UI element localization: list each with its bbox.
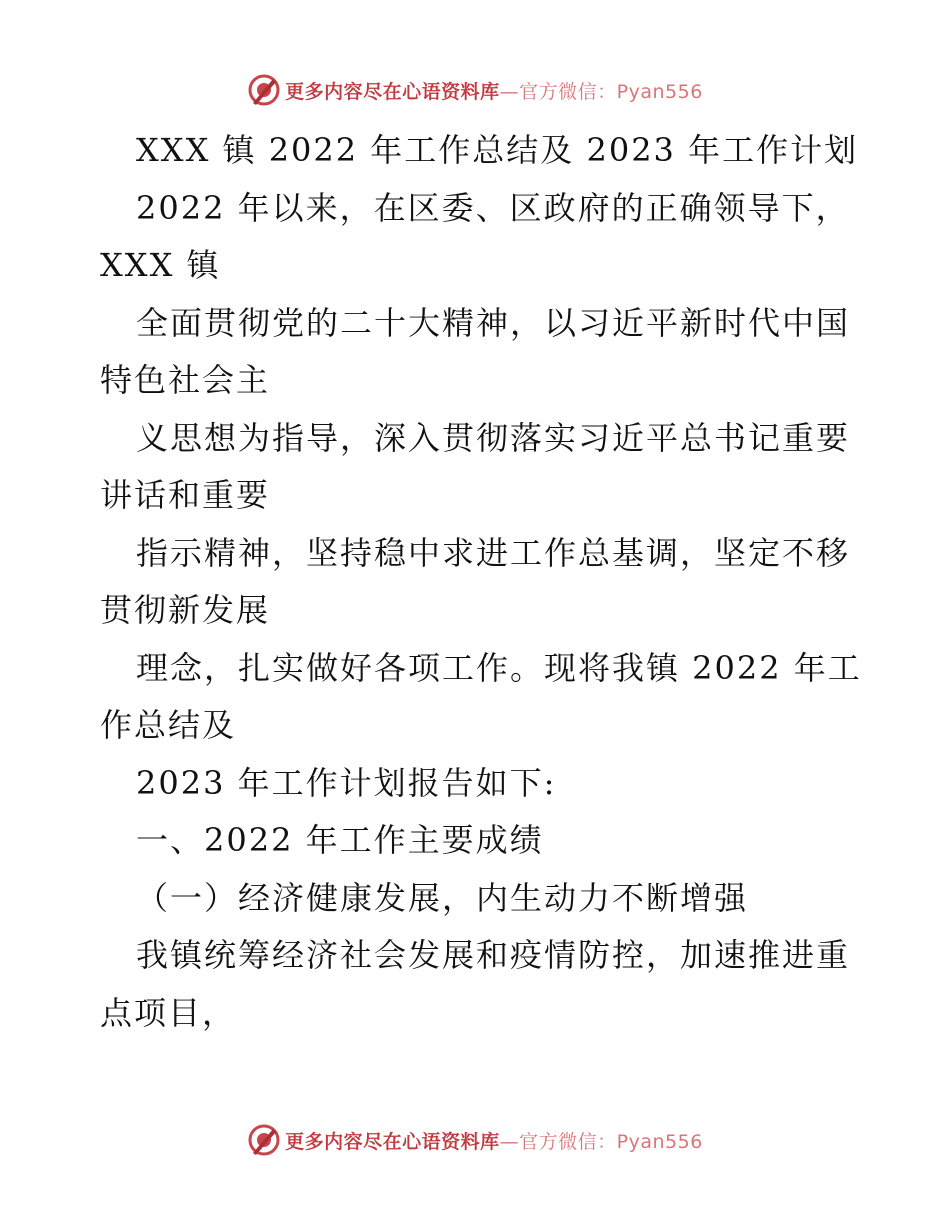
watermark-text xyxy=(285,77,703,104)
watermark-brand: 更多内容尽在心语资料库 xyxy=(285,1130,500,1153)
paragraph-line: 特色社会主 xyxy=(100,361,271,399)
paragraph-line: 点项目， xyxy=(100,993,237,1032)
paragraph-line: XXX 镇 xyxy=(100,246,221,284)
paragraph-line: 指示精神，坚持稳中求进工作总基调，坚定不移 xyxy=(136,533,851,572)
subsection-heading: （一）经济健康发展，内生动力不断增强 xyxy=(136,878,749,917)
footer-watermark xyxy=(0,1120,950,1160)
watermark-contact: 官方微信：Pyan556 xyxy=(519,80,703,103)
section-heading: 一、2022 年工作主要成绩 xyxy=(136,821,544,859)
header-watermark xyxy=(0,70,950,110)
paragraph-line: 作总结及 xyxy=(100,706,237,744)
paragraph-line: 贯彻新发展 xyxy=(100,591,271,629)
watermark-separator: — xyxy=(499,1130,520,1153)
paragraph-line: 义思想为指导，深入贯彻落实习近平总书记重要 xyxy=(136,418,851,457)
paragraph-line: 我镇统筹经济社会发展和疫情防控，加速推进重 xyxy=(136,936,851,974)
paragraph-line: 全面贯彻党的二十大精神，以习近平新时代中国 xyxy=(136,303,851,342)
watermark-text xyxy=(285,1127,703,1154)
quill-pen-logo-icon xyxy=(247,73,281,107)
document-body xyxy=(100,122,860,1042)
document-title: XXX 镇 2022 年工作总结及 2023 年工作计划 xyxy=(136,131,859,169)
paragraph-line: 2023 年工作计划报告如下: xyxy=(136,763,557,802)
watermark-separator: — xyxy=(499,80,520,103)
quill-pen-logo-icon xyxy=(247,1123,281,1157)
paragraph-line: 理念，扎实做好各项工作。现将我镇 2022 年工 xyxy=(136,648,862,687)
watermark-brand: 更多内容尽在心语资料库 xyxy=(285,80,500,103)
paragraph-line: 2022 年以来，在区委、区政府的正确领导下， xyxy=(136,188,850,227)
watermark-contact: 官方微信：Pyan556 xyxy=(519,1130,703,1153)
paragraph-line: 讲话和重要 xyxy=(100,476,271,514)
